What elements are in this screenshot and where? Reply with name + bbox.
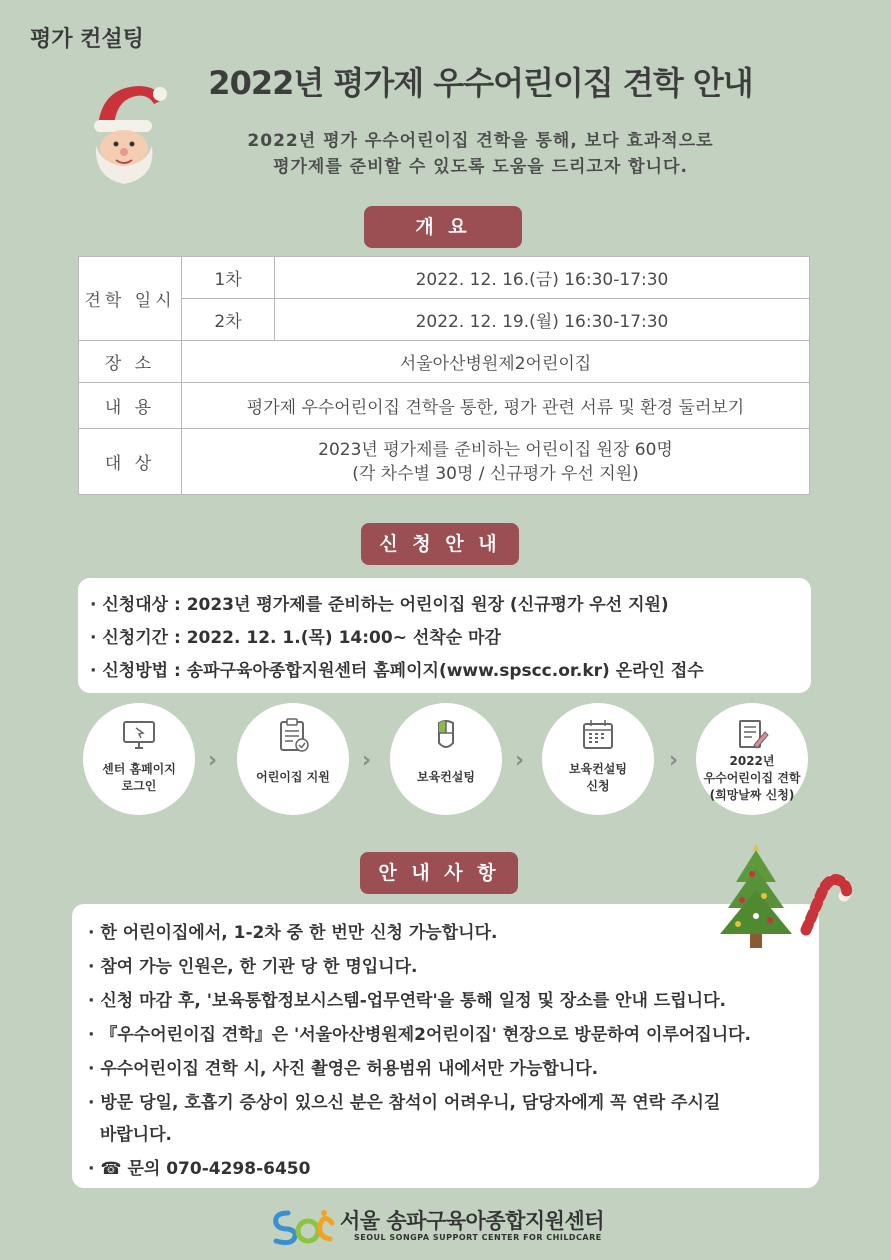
intro-text [0,128,891,180]
note-item: · 방문 당일, 호흡기 증상이 있으신 분은 참석이 어려우니, 담당자에게 꼭 연락 주시길 [88,1093,721,1113]
place-label: 장 소 [79,341,182,383]
session-datetime: 2022. 12. 16.(금) 16:30-17:30 [275,257,810,299]
arrow-right-icon: › [515,748,525,773]
table-row [79,383,810,429]
org-name-en: SEOUL SONGPA SUPPORT CENTER FOR CHILDCARE [354,1233,602,1242]
calendar-icon [580,717,616,753]
intro-line-1: 2022년 평가 우수어린이집 견학을 통해, 보다 효과적으로 [247,131,714,151]
step-label: 보육컨설팅 [417,770,475,784]
overview-heading: 개 요 [364,206,522,248]
note-item: 바랍니다. [88,1125,172,1145]
step-label: 로그인 [121,779,157,793]
contact-phone: · ☎ 문의 070-4298-6450 [88,1159,311,1179]
step-label: 센터 홈페이지 [102,762,176,776]
step-label: (희망날짜 신청) [709,788,795,802]
note-item: · 『우수어린이집 견학』은 '서울아산병원제2어린이집' 현장으로 방문하여 이루어집니다. [88,1025,752,1045]
page-title: 2022년 평가제 우수어린이집 견학 안내 [208,64,753,102]
step-consulting [390,703,502,815]
table-row [79,429,810,495]
org-logo [270,1205,336,1247]
monitor-icon [121,717,157,753]
table-row [79,257,810,299]
step-label: 어린이집 지원 [256,770,330,784]
content-label: 내 용 [79,383,182,429]
notes-heading: 안 내 사 항 [360,852,518,894]
clipboard-icon [275,717,311,753]
apply-heading: 신 청 안 내 [361,523,519,565]
overview-table [78,256,810,495]
apply-card [78,578,811,693]
session-round: 2차 [182,299,275,341]
christmas-tree-illustration [714,838,854,954]
target-value [182,429,810,495]
table-row [79,341,810,383]
content-value: 평가제 우수어린이집 견학을 통한, 평가 관련 서류 및 환경 둘러보기 [182,383,810,429]
notes-card [72,904,819,1188]
org-name: 서울 송파구육아종합지원센터 [340,1209,605,1233]
step-label: 신청 [586,779,610,793]
note-item: · 우수어린이집 견학 시, 사진 촬영은 허용범위 내에서만 가능합니다. [88,1059,599,1079]
mouse-icon [428,717,464,753]
visit-label: 견학 일시 [79,257,182,341]
place-value: 서울아산병원제2어린이집 [182,341,810,383]
document-pen-icon [734,717,770,753]
session-round: 1차 [182,257,275,299]
step-visit-apply [696,703,808,815]
step-label: 2022년 [729,754,775,768]
target-line-1: 2023년 평가제를 준비하는 어린이집 원장 60명 [318,439,673,460]
apply-target: · 신청대상 : 2023년 평가제를 준비하는 어린이집 원장 (신규평가 우선 지원) [90,595,669,615]
footer [270,1205,630,1249]
intro-line-2: 평가제를 준비할 수 있도록 도움을 드리고자 합니다. [273,157,688,177]
arrow-right-icon: › [669,748,679,773]
note-item: · 신청 마감 후, '보육통합정보시스템-업무연락'을 통해 일정 및 장소를 안내 드립니다. [88,991,726,1011]
apply-method: · 신청방법 : 송파구육아종합지원센터 홈페이지(www.spscc.or.kr) 온라인 접수 [90,661,704,681]
arrow-right-icon: › [208,748,218,773]
note-item: · 참여 가능 인원은, 한 기관 당 한 명입니다. [88,957,418,977]
target-line-2: (각 차수별 30명 / 신규평가 우선 지원) [352,463,639,484]
session-datetime: 2022. 12. 19.(월) 16:30-17:30 [275,299,810,341]
target-label: 대 상 [79,429,182,495]
table-row [79,299,810,341]
step-login [83,703,195,815]
arrow-right-icon: › [362,748,372,773]
step-support [237,703,349,815]
step-label: 보육컨설팅 [569,762,627,776]
category-label: 평가 컨설팅 [30,27,144,52]
step-consulting-apply [542,703,654,815]
step-label: 우수어린이집 견학 [703,771,801,785]
apply-period: · 신청기간 : 2022. 12. 1.(목) 14:00~ 선착순 마감 [90,628,501,648]
note-item: · 한 어린이집에서, 1-2차 중 한 번만 신청 가능합니다. [88,923,498,943]
